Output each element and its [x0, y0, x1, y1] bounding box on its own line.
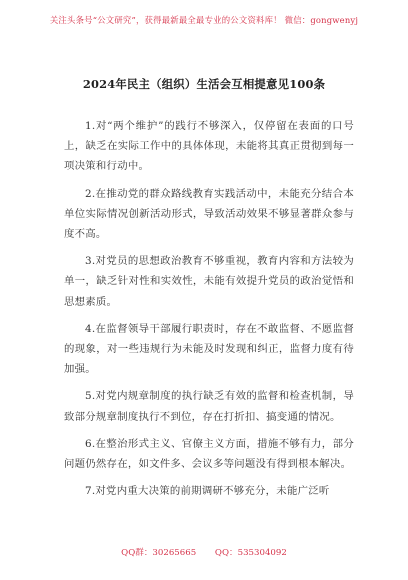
paragraph-4: 4.在监督领导干部履行职责时，存在不敢监督、不愿监督的现象，对一些违规行为未能及时发现和纠正，监督力度有待加强。 [64, 322, 354, 376]
paragraph-3: 3.对党员的思想政治教育不够重视，教育内容和方法较为单一，缺乏针对性和实效性，未能有效提升党员的政治觉悟和思想素质。 [64, 255, 354, 308]
paragraph-1: 1.对“两个维护”的践行不够深入，仅停留在表面的口号上，缺乏在实际工作中的具体体现，未能将其真正贯彻到每一项决策和行动中。 [64, 120, 354, 173]
paragraph-6: 6.在整治形式主义、官僚主义方面，措施不够有力，部分问题仍然存在，如文件多、会议多等问题没有得到根本解决。 [64, 437, 354, 471]
paragraph-2: 2.在推动党的群众路线教育实践活动中，未能充分结合本单位实际情况创新活动形式，导致活动效果不够显著群众参与度不高。 [64, 187, 354, 241]
footer-contact [0, 546, 408, 558]
footer-qq: QQ：535304092 [214, 548, 287, 558]
paragraph-7: 7.对党内重大决策的前期调研不够充分，未能广泛听 [85, 485, 330, 498]
page-title: 2024年民主（组织）生活会互相提意见100条 [82, 77, 326, 91]
document-body [64, 116, 354, 508]
header-banner: 关注头条号“公文研究”，获得最新最全最专业的公文资料库！ 微信：gongwenyj [49, 15, 359, 25]
footer-qq-group: QQ群：30265665 [121, 548, 197, 558]
paragraph-5: 5.对党内规章制度的执行缺乏有效的监督和检查机制，导致部分规章制度执行不到位，存在打折扣、搞变通的情况。 [64, 390, 354, 423]
